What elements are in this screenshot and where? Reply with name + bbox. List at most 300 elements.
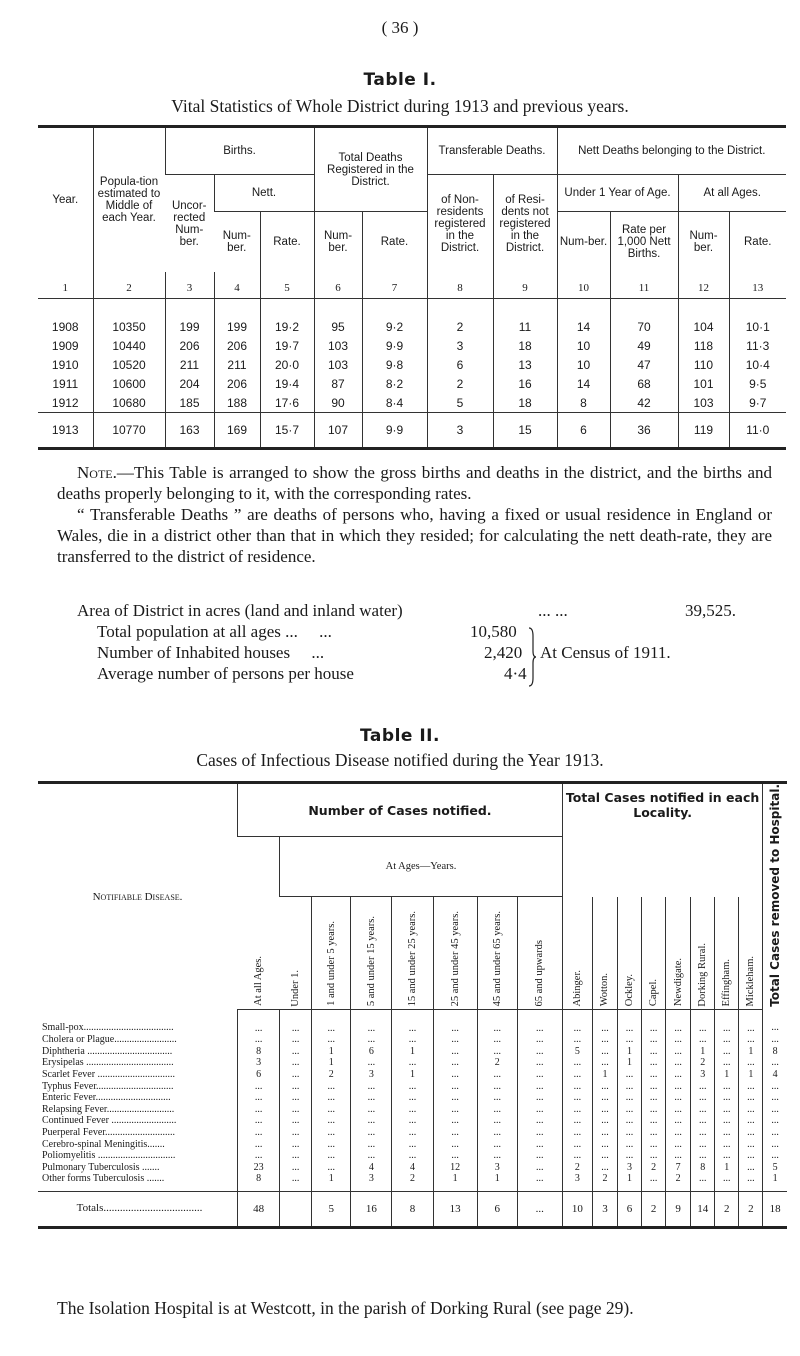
page-number: ( 36 ) — [381, 18, 419, 37]
table-cell: ... — [592, 1045, 617, 1057]
total-deaths-header: Total Deaths Registered in the District. — [314, 127, 427, 212]
table-cell: ... — [477, 1103, 517, 1115]
at-all-ages-header — [238, 837, 280, 1010]
table-row — [38, 1173, 787, 1191]
table-cell: ... — [642, 1127, 666, 1139]
table-cell: ... — [562, 1069, 592, 1081]
census-note: At Census of 1911. — [540, 643, 671, 662]
table-cell: ... — [739, 1034, 763, 1046]
table-cell: 9·9 — [362, 413, 427, 449]
population-label: Total population at all ages ... ... — [97, 622, 332, 641]
uncorrected-header: Uncor-rected Num-ber. — [171, 199, 207, 248]
locality-column-header — [691, 897, 715, 1010]
table-cell: 18 — [493, 393, 557, 413]
totals-cell: 6 — [477, 1191, 517, 1227]
table-cell: ... — [642, 1045, 666, 1057]
number-notified-header: Number of Cases notified. — [238, 783, 563, 837]
table-cell: ... — [666, 1069, 691, 1081]
table-cell: ... — [562, 1127, 592, 1139]
table-cell: ... — [642, 1138, 666, 1150]
table-cell: 1 — [592, 1069, 617, 1081]
table-cell: ... — [691, 1034, 715, 1046]
table-cell: 1 — [477, 1173, 517, 1191]
table-cell: ... — [739, 1173, 763, 1191]
table2-label: Table II. — [360, 726, 440, 746]
table-cell: 163 — [165, 413, 214, 449]
table-cell: ... — [280, 1173, 312, 1191]
table-cell: ... — [666, 1103, 691, 1115]
table-cell: ... — [642, 1069, 666, 1081]
infectious-disease-table — [38, 781, 787, 1229]
locality-column-text: Ockley. — [624, 974, 636, 1007]
table-cell: 6 — [427, 355, 493, 374]
table-cell: ... — [617, 1150, 641, 1162]
table-cell: ... — [392, 1010, 433, 1034]
table-cell: ... — [617, 1010, 641, 1034]
locality-column-header — [642, 897, 666, 1010]
table-cell: ... — [715, 1127, 739, 1139]
table-cell: ... — [592, 1103, 617, 1115]
table-cell: ... — [715, 1010, 739, 1034]
totals-cell: 13 — [433, 1191, 477, 1227]
table-cell: ... — [617, 1103, 641, 1115]
table-cell: 118 — [678, 336, 729, 355]
totals-cell: 2 — [642, 1191, 666, 1227]
table-cell: ... — [666, 1138, 691, 1150]
table-cell: ... — [691, 1173, 715, 1191]
table-cell: ... — [691, 1115, 715, 1127]
table-cell: ... — [666, 1057, 691, 1069]
table-cell: ... — [715, 1115, 739, 1127]
table-row — [38, 393, 786, 413]
age-column-text: Under 1. — [289, 969, 301, 1007]
locality-column-text: Capel. — [648, 979, 660, 1007]
table-cell: ... — [517, 1057, 562, 1069]
disease-name: Erysipelas ................................... — [42, 1057, 174, 1069]
table-cell: 1 — [433, 1173, 477, 1191]
table-cell: ... — [763, 1092, 787, 1104]
table-cell: ... — [691, 1010, 715, 1034]
table-cell: 8·4 — [362, 393, 427, 413]
locality-column-text: Wotton. — [599, 973, 611, 1007]
totals-cell: 9 — [666, 1191, 691, 1227]
totals-cell: 14 — [691, 1191, 715, 1227]
table-cell: 42 — [610, 393, 678, 413]
table-cell: 1 — [617, 1045, 641, 1057]
disease-name: Enteric Fever.............................. — [42, 1092, 171, 1104]
table-cell: ... — [312, 1115, 351, 1127]
table-cell: ... — [238, 1080, 280, 1092]
note-label: Note. — [77, 463, 117, 482]
table-cell: 8 — [238, 1173, 280, 1191]
table-cell: 7 — [666, 1161, 691, 1173]
table-cell: 10440 — [93, 336, 165, 355]
census-brace — [527, 626, 537, 688]
table-cell: ... — [433, 1069, 477, 1081]
table-cell: 1 — [617, 1173, 641, 1191]
table-cell: 47 — [610, 355, 678, 374]
note-text-1: —This Table is arranged to show the gross births and deaths in the district, and the births and deaths properly belonging to it, with the corresponding rates. — [57, 463, 772, 503]
table-cell: ... — [312, 1080, 351, 1092]
table-cell: ... — [312, 1103, 351, 1115]
age-column-header — [312, 897, 351, 1010]
table-cell: ... — [715, 1045, 739, 1057]
table-cell: ... — [238, 1034, 280, 1046]
table-cell: ... — [691, 1138, 715, 1150]
table-cell: ... — [642, 1080, 666, 1092]
disease-name: Cerebro-spinal Meningitis....... — [42, 1138, 165, 1150]
column-index-cell: 13 — [729, 272, 786, 299]
table-cell: 10600 — [93, 374, 165, 393]
column-index-cell: 3 — [165, 272, 214, 299]
removed-header — [763, 783, 787, 1010]
table-cell: 3 — [427, 413, 493, 449]
table-cell: 2 — [592, 1173, 617, 1191]
table-cell: 103 — [314, 355, 362, 374]
table-cell: ... — [691, 1150, 715, 1162]
table-cell: ... — [739, 1150, 763, 1162]
table-cell: 10·4 — [729, 355, 786, 374]
table-cell: ... — [592, 1138, 617, 1150]
table-cell: 95 — [314, 299, 362, 337]
table-cell: ... — [739, 1010, 763, 1034]
table-cell: ... — [477, 1150, 517, 1162]
table-cell: ... — [517, 1045, 562, 1057]
table-cell: ... — [392, 1080, 433, 1092]
table-cell: ... — [691, 1080, 715, 1092]
table-cell: 1 — [739, 1069, 763, 1081]
table-cell: 5 — [763, 1161, 787, 1173]
table-row — [38, 1150, 787, 1162]
table-cell: ... — [715, 1092, 739, 1104]
table-cell: ... — [666, 1150, 691, 1162]
table-cell: ... — [280, 1069, 312, 1081]
table-cell: ... — [617, 1127, 641, 1139]
totals-cell — [280, 1191, 312, 1227]
column-index-cell: 11 — [610, 272, 678, 299]
table-row — [38, 355, 786, 374]
table-cell: 199 — [165, 299, 214, 337]
table-cell: 2 — [691, 1057, 715, 1069]
table-cell: ... — [592, 1034, 617, 1046]
table-cell: ... — [715, 1103, 739, 1115]
table-cell: ... — [592, 1127, 617, 1139]
table-cell: ... — [280, 1127, 312, 1139]
age-column-text: 15 and under 25 years. — [406, 910, 418, 1007]
table-cell: ... — [392, 1115, 433, 1127]
table-cell: ... — [238, 1010, 280, 1034]
table-cell: ... — [617, 1034, 641, 1046]
table-cell: ... — [392, 1127, 433, 1139]
table-cell: 1913 — [38, 413, 93, 449]
table-cell: 1908 — [51, 319, 79, 334]
table-cell: ... — [763, 1127, 787, 1139]
table-cell: ... — [312, 1127, 351, 1139]
table-cell: 211 — [165, 355, 214, 374]
table-cell: 103 — [678, 393, 729, 413]
table-cell: ... — [666, 1115, 691, 1127]
table-cell: ... — [666, 1080, 691, 1092]
age-column-text: 45 and under 65 years. — [491, 910, 503, 1007]
table-cell: ... — [392, 1092, 433, 1104]
table-cell: ... — [617, 1080, 641, 1092]
table-cell: ... — [392, 1138, 433, 1150]
table-cell: 1 — [617, 1057, 641, 1069]
table-cell: ... — [715, 1080, 739, 1092]
table-cell: ... — [739, 1057, 763, 1069]
column-index-cell: 5 — [260, 272, 314, 299]
table-cell: 9·2 — [362, 299, 427, 337]
table-cell: ... — [739, 1092, 763, 1104]
table-cell: 16 — [493, 374, 557, 393]
table-cell: ... — [562, 1057, 592, 1069]
table-cell: 19·7 — [260, 336, 314, 355]
table-cell: ... — [666, 1092, 691, 1104]
table-cell: ... — [280, 1161, 312, 1173]
table-cell: 8 — [557, 393, 610, 413]
table-cell: ... — [433, 1103, 477, 1115]
table-cell: 185 — [165, 393, 214, 413]
table-cell: ... — [351, 1150, 392, 1162]
table-cell: 2 — [392, 1173, 433, 1191]
total-locality-header: Total Cases notified in each Locality. — [562, 783, 763, 897]
table-cell: 90 — [314, 393, 362, 413]
column-index-cell: 12 — [678, 272, 729, 299]
table-row — [38, 1161, 787, 1173]
table-cell: 3 — [351, 1069, 392, 1081]
table-cell: ... — [433, 1080, 477, 1092]
table-cell: ... — [477, 1010, 517, 1034]
locality-column-text: Mickleham. — [745, 955, 757, 1007]
table-cell: ... — [351, 1080, 392, 1092]
table-cell: ... — [617, 1069, 641, 1081]
age-column-header — [392, 897, 433, 1010]
table-cell: ... — [739, 1127, 763, 1139]
table-cell: 10·1 — [729, 299, 786, 337]
table-cell: ... — [517, 1034, 562, 1046]
totals-cell: 10 — [562, 1191, 592, 1227]
table-cell: ... — [280, 1010, 312, 1034]
all-ages-rate-header: Rate. — [729, 212, 786, 273]
table-cell: 12 — [433, 1161, 477, 1173]
table-cell: ... — [433, 1150, 477, 1162]
table2-title: Cases of Infectious Disease notified during the Year 1913. — [196, 750, 604, 770]
at-ages-years-header: At Ages—Years. — [280, 837, 563, 897]
notes-block — [57, 462, 772, 567]
column-index-cell: 4 — [214, 272, 260, 299]
table-cell: ... — [477, 1115, 517, 1127]
table-cell: ... — [477, 1080, 517, 1092]
table-row — [38, 1010, 787, 1034]
table-cell: ... — [517, 1173, 562, 1191]
table-cell: ... — [562, 1138, 592, 1150]
houses-label: Number of Inhabited houses ... — [97, 643, 325, 662]
table-cell: 10520 — [93, 355, 165, 374]
transferable-header: Transferable Deaths. — [427, 127, 557, 175]
table-cell: 10 — [557, 355, 610, 374]
table-row — [38, 1034, 787, 1046]
disease-name: Cholera or Plague......................... — [42, 1034, 177, 1046]
table-cell: 6 — [238, 1069, 280, 1081]
table-cell: ... — [517, 1150, 562, 1162]
table-cell: ... — [238, 1103, 280, 1115]
table-cell: ... — [238, 1115, 280, 1127]
table-cell: ... — [517, 1161, 562, 1173]
footer-note: The Isolation Hospital is at Westcott, in the parish of Dorking Rural (see page 29). — [57, 1298, 634, 1318]
locality-column-text: Dorking Rural. — [697, 942, 709, 1007]
totals-cell: 18 — [763, 1191, 787, 1227]
column-index-cell: 7 — [362, 272, 427, 299]
table-cell: ... — [280, 1115, 312, 1127]
table-row — [38, 1080, 787, 1092]
table-cell: ... — [433, 1034, 477, 1046]
column-index-row — [38, 272, 786, 299]
age-column-header — [517, 897, 562, 1010]
table-cell: ... — [739, 1103, 763, 1115]
infant-rate-header: Rate per 1,000 Nett Births. — [610, 212, 678, 273]
table-cell: 1909 — [51, 338, 79, 353]
table-cell: ... — [238, 1138, 280, 1150]
table-cell: ... — [592, 1057, 617, 1069]
table-cell: 8 — [238, 1045, 280, 1057]
table-cell: 188 — [214, 393, 260, 413]
age-column-header — [477, 897, 517, 1010]
table-cell: ... — [562, 1080, 592, 1092]
table-cell: ... — [433, 1045, 477, 1057]
table-cell: 107 — [314, 413, 362, 449]
table-cell: ... — [312, 1092, 351, 1104]
table-cell: 2 — [427, 299, 493, 337]
table-cell: 1912 — [51, 395, 79, 410]
table-cell: 2 — [312, 1069, 351, 1081]
table-cell: ... — [715, 1138, 739, 1150]
births-header: Births. — [165, 127, 314, 175]
table-cell: ... — [517, 1127, 562, 1139]
locality-column-header — [617, 897, 641, 1010]
table-cell: 3 — [351, 1173, 392, 1191]
table-cell: 1 — [392, 1069, 433, 1081]
table-cell: ... — [312, 1150, 351, 1162]
totals-label: Totals.................................... — [38, 1191, 238, 1227]
locality-column-header — [715, 897, 739, 1010]
table-cell: 3 — [477, 1161, 517, 1173]
table-cell: ... — [477, 1127, 517, 1139]
table-cell: ... — [617, 1138, 641, 1150]
table-cell: ... — [312, 1034, 351, 1046]
all-ages-number-header: Num-ber. — [678, 212, 729, 273]
table-cell: ... — [562, 1103, 592, 1115]
table-row — [38, 1103, 787, 1115]
table-cell: ... — [280, 1138, 312, 1150]
totals-cell: ... — [517, 1191, 562, 1227]
locality-column-text: Effingham. — [721, 958, 733, 1007]
table-cell: ... — [312, 1138, 351, 1150]
table-cell: ... — [351, 1127, 392, 1139]
table-cell: ... — [477, 1069, 517, 1081]
table-cell: ... — [280, 1103, 312, 1115]
table-cell: ... — [739, 1161, 763, 1173]
non-residents-header: of Non-residents registered in the District. — [427, 175, 493, 273]
table-cell: ... — [477, 1034, 517, 1046]
totals-cell: 6 — [617, 1191, 641, 1227]
table-cell: 15·7 — [260, 413, 314, 449]
locality-column-header — [739, 897, 763, 1010]
table-cell: ... — [477, 1138, 517, 1150]
table-cell: ... — [763, 1150, 787, 1162]
table-row — [38, 1115, 787, 1127]
locality-column-text: Abinger. — [571, 969, 583, 1007]
table-cell: ... — [592, 1010, 617, 1034]
totals-cell: 48 — [238, 1191, 280, 1227]
table-cell: ... — [642, 1103, 666, 1115]
removed-header-text: Total Cases removed to Hospital. — [767, 784, 782, 1007]
table-cell: ... — [592, 1115, 617, 1127]
table-cell: ... — [715, 1173, 739, 1191]
births-number-header: Num-ber. — [222, 230, 251, 254]
population-header: Popula-tion estimated to Middle of each Year. — [93, 127, 165, 273]
table-cell: 6 — [351, 1045, 392, 1057]
deaths-number-header: Num-ber. — [314, 212, 362, 273]
persons-label: Average number of persons per house — [97, 664, 354, 683]
table-cell: 1 — [715, 1161, 739, 1173]
locality-column-header — [592, 897, 617, 1010]
table-cell: 15 — [493, 413, 557, 449]
disease-name: Diphtheria .................................. — [42, 1045, 173, 1057]
table-cell: 2 — [427, 374, 493, 393]
under-1-header: Under 1 Year of Age. — [557, 175, 678, 212]
column-index-cell: 10 — [557, 272, 610, 299]
table-cell: 1 — [392, 1045, 433, 1057]
table-cell: ... — [592, 1150, 617, 1162]
age-column-header — [280, 897, 312, 1010]
table-cell: ... — [642, 1034, 666, 1046]
table-cell: ... — [351, 1138, 392, 1150]
table-cell: ... — [715, 1034, 739, 1046]
age-column-text: 5 and under 15 years. — [365, 916, 377, 1007]
column-index-cell: 6 — [314, 272, 362, 299]
age-column-header — [433, 897, 477, 1010]
table-cell: ... — [238, 1092, 280, 1104]
table-cell: 206 — [214, 374, 260, 393]
year-header: Year. — [52, 194, 79, 206]
totals-cell: 2 — [715, 1191, 739, 1227]
table-cell: ... — [477, 1092, 517, 1104]
table-cell: ... — [617, 1092, 641, 1104]
houses-value: 2,420 — [484, 643, 523, 662]
table-cell: ... — [763, 1103, 787, 1115]
table-cell: ... — [312, 1010, 351, 1034]
table-row — [38, 1057, 787, 1069]
table-cell: ... — [642, 1115, 666, 1127]
table-cell: ... — [666, 1034, 691, 1046]
table-cell: ... — [517, 1069, 562, 1081]
table-cell: 3 — [691, 1069, 715, 1081]
table-cell: 1910 — [51, 357, 79, 372]
table-cell: 36 — [610, 413, 678, 449]
totals-cell: 5 — [312, 1191, 351, 1227]
table-cell: 4 — [351, 1161, 392, 1173]
table-cell: 2 — [666, 1173, 691, 1191]
table-cell: 3 — [562, 1173, 592, 1191]
disease-name: Puerperal Fever............................ — [42, 1126, 176, 1138]
persons-value: 4·4 — [504, 664, 527, 683]
table-cell: 23 — [238, 1161, 280, 1173]
table-cell: 10350 — [93, 299, 165, 337]
table-cell: 204 — [165, 374, 214, 393]
table-cell: 199 — [214, 299, 260, 337]
table-cell: 101 — [678, 374, 729, 393]
table-cell: 13 — [493, 355, 557, 374]
